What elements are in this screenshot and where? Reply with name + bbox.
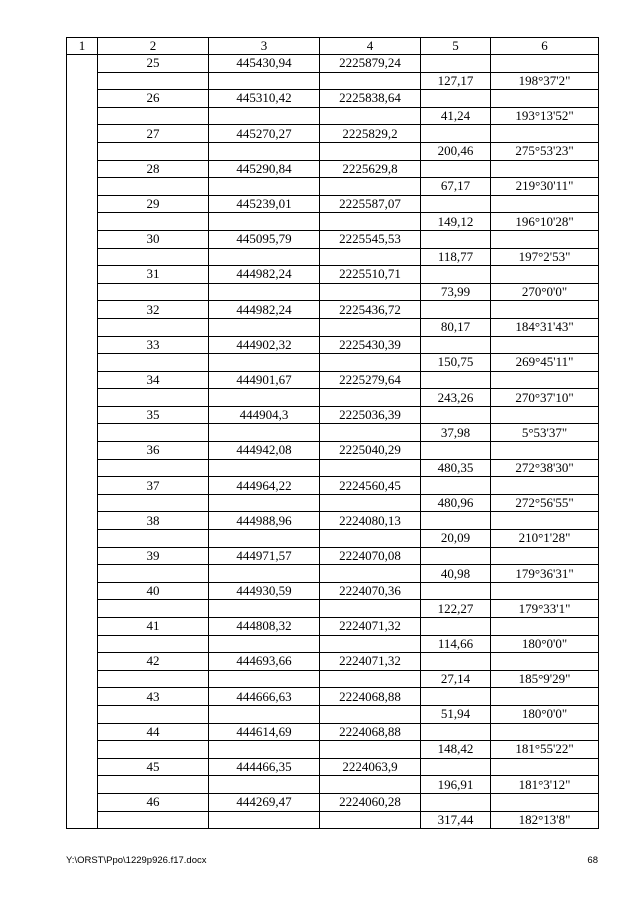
- segment-length: 67,17: [421, 178, 491, 196]
- coordinate-y: 2224560,45: [320, 477, 421, 495]
- segment-length: 27,14: [421, 670, 491, 688]
- empty-cell: [98, 776, 209, 794]
- empty-cell: [98, 178, 209, 196]
- coordinate-x: 444466,35: [209, 758, 320, 776]
- point-row: [67, 336, 599, 354]
- coordinate-x: 444964,22: [209, 477, 320, 495]
- empty-cell: [98, 318, 209, 336]
- empty-cell: [98, 107, 209, 125]
- empty-cell: [98, 635, 209, 653]
- empty-cell: [320, 107, 421, 125]
- segment-length: 118,77: [421, 248, 491, 266]
- segment-length: 114,66: [421, 635, 491, 653]
- segment-row: [67, 705, 599, 723]
- segment-length: 37,98: [421, 424, 491, 442]
- empty-cell: [320, 178, 421, 196]
- segment-row: [67, 530, 599, 548]
- empty-cell: [209, 776, 320, 794]
- segment-row: [67, 354, 599, 372]
- empty-cell: [320, 565, 421, 583]
- empty-cell: [491, 442, 599, 460]
- coordinate-y: 2224060,28: [320, 793, 421, 811]
- coordinate-x: 444904,3: [209, 406, 320, 424]
- empty-cell: [421, 793, 491, 811]
- empty-cell: [209, 178, 320, 196]
- header-cell-5: 5: [421, 38, 491, 55]
- empty-cell: [491, 512, 599, 530]
- segment-row: [67, 248, 599, 266]
- segment-row: [67, 565, 599, 583]
- point-row: [67, 125, 599, 143]
- empty-cell: [491, 160, 599, 178]
- empty-cell: [421, 371, 491, 389]
- coordinate-x: 444942,08: [209, 442, 320, 460]
- header-cell-3: 3: [209, 38, 320, 55]
- direction-angle: 275°53'23": [491, 142, 599, 160]
- empty-cell: [209, 811, 320, 829]
- direction-angle: 193°13'52": [491, 107, 599, 125]
- point-row: [67, 477, 599, 495]
- segment-row: [67, 811, 599, 829]
- empty-cell: [98, 670, 209, 688]
- empty-cell: [320, 318, 421, 336]
- segment-row: [67, 670, 599, 688]
- empty-cell: [320, 530, 421, 548]
- empty-cell: [320, 776, 421, 794]
- empty-cell: [421, 195, 491, 213]
- direction-angle: 182°13'8": [491, 811, 599, 829]
- point-row: [67, 582, 599, 600]
- coordinate-y: 2225629,8: [320, 160, 421, 178]
- empty-cell: [421, 230, 491, 248]
- page-number: 68: [587, 855, 598, 866]
- point-row: [67, 266, 599, 284]
- empty-cell: [209, 494, 320, 512]
- segment-row: [67, 741, 599, 759]
- coordinate-x: 444982,24: [209, 301, 320, 319]
- empty-cell: [98, 142, 209, 160]
- empty-cell: [421, 160, 491, 178]
- empty-cell: [98, 424, 209, 442]
- coordinate-x: 444982,24: [209, 266, 320, 284]
- point-number: 29: [98, 195, 209, 213]
- empty-cell: [209, 459, 320, 477]
- empty-cell: [320, 72, 421, 90]
- empty-cell: [491, 371, 599, 389]
- direction-angle: 272°38'30": [491, 459, 599, 477]
- point-number: 42: [98, 653, 209, 671]
- empty-cell: [421, 582, 491, 600]
- coordinate-x: 444902,32: [209, 336, 320, 354]
- coordinate-x: 444808,32: [209, 618, 320, 636]
- direction-angle: 180°0'0": [491, 635, 599, 653]
- empty-cell: [421, 547, 491, 565]
- empty-cell: [320, 389, 421, 407]
- coordinate-y: 2224068,88: [320, 723, 421, 741]
- coordinate-x: 445095,79: [209, 230, 320, 248]
- empty-cell: [421, 125, 491, 143]
- coordinate-y: 2224071,32: [320, 653, 421, 671]
- coordinate-y: 2225040,29: [320, 442, 421, 460]
- coordinates-table: [66, 37, 599, 829]
- segment-length: 480,35: [421, 459, 491, 477]
- direction-angle: 270°0'0": [491, 283, 599, 301]
- empty-cell: [209, 107, 320, 125]
- segment-row: [67, 283, 599, 301]
- empty-cell: [491, 793, 599, 811]
- direction-angle: 272°56'55": [491, 494, 599, 512]
- point-row: [67, 301, 599, 319]
- point-number: 32: [98, 301, 209, 319]
- point-number: 26: [98, 90, 209, 108]
- direction-angle: 184°31'43": [491, 318, 599, 336]
- empty-cell: [320, 811, 421, 829]
- empty-cell: [209, 741, 320, 759]
- empty-cell: [320, 741, 421, 759]
- empty-cell: [209, 670, 320, 688]
- empty-cell: [209, 142, 320, 160]
- empty-cell: [320, 635, 421, 653]
- segment-row: [67, 776, 599, 794]
- direction-angle: 270°37'10": [491, 389, 599, 407]
- empty-cell: [421, 406, 491, 424]
- empty-cell: [209, 705, 320, 723]
- coordinate-y: 2225436,72: [320, 301, 421, 319]
- header-cell-2: 2: [98, 38, 209, 55]
- coordinate-y: 2225036,39: [320, 406, 421, 424]
- segment-row: [67, 389, 599, 407]
- coordinate-x: 445310,42: [209, 90, 320, 108]
- empty-cell: [209, 318, 320, 336]
- coordinate-y: 2224068,88: [320, 688, 421, 706]
- coordinate-x: 444614,69: [209, 723, 320, 741]
- point-number: 35: [98, 406, 209, 424]
- segment-row: [67, 213, 599, 231]
- header-row: [67, 38, 599, 55]
- empty-cell: [98, 530, 209, 548]
- segment-length: 41,24: [421, 107, 491, 125]
- coordinate-x: 445290,84: [209, 160, 320, 178]
- empty-cell: [491, 55, 599, 73]
- point-number: 36: [98, 442, 209, 460]
- point-row: [67, 618, 599, 636]
- empty-cell: [491, 301, 599, 319]
- segment-length: 480,96: [421, 494, 491, 512]
- coordinate-x: 445239,01: [209, 195, 320, 213]
- empty-cell: [491, 125, 599, 143]
- point-row: [67, 90, 599, 108]
- empty-cell: [98, 389, 209, 407]
- empty-cell: [98, 459, 209, 477]
- empty-cell: [209, 72, 320, 90]
- direction-angle: 179°33'1": [491, 600, 599, 618]
- document-page: [66, 37, 598, 829]
- segment-length: 150,75: [421, 354, 491, 372]
- direction-angle: 210°1'28": [491, 530, 599, 548]
- coordinate-y: 2225510,71: [320, 266, 421, 284]
- segment-length: 73,99: [421, 283, 491, 301]
- segment-length: 40,98: [421, 565, 491, 583]
- empty-cell: [491, 266, 599, 284]
- segment-row: [67, 424, 599, 442]
- segment-length: 122,27: [421, 600, 491, 618]
- empty-cell: [98, 811, 209, 829]
- coordinate-x: 444693,66: [209, 653, 320, 671]
- header-cell-6: 6: [491, 38, 599, 55]
- point-number: 27: [98, 125, 209, 143]
- empty-cell: [421, 723, 491, 741]
- coordinate-x: 444901,67: [209, 371, 320, 389]
- coordinate-y: 2225838,64: [320, 90, 421, 108]
- point-row: [67, 547, 599, 565]
- empty-cell: [98, 72, 209, 90]
- column-1-merged-cell: [67, 55, 98, 829]
- coordinate-y: 2225430,39: [320, 336, 421, 354]
- segment-row: [67, 142, 599, 160]
- point-row: [67, 723, 599, 741]
- coordinate-x: 445430,94: [209, 55, 320, 73]
- coordinate-x: 444988,96: [209, 512, 320, 530]
- empty-cell: [491, 547, 599, 565]
- segment-length: 51,94: [421, 705, 491, 723]
- empty-cell: [491, 582, 599, 600]
- point-row: [67, 442, 599, 460]
- point-row: [67, 793, 599, 811]
- empty-cell: [421, 442, 491, 460]
- header-cell-1: 1: [67, 38, 98, 55]
- segment-length: 127,17: [421, 72, 491, 90]
- point-number: 28: [98, 160, 209, 178]
- point-row: [67, 55, 599, 73]
- point-number: 25: [98, 55, 209, 73]
- empty-cell: [320, 283, 421, 301]
- coordinate-y: 2225879,24: [320, 55, 421, 73]
- point-number: 40: [98, 582, 209, 600]
- direction-angle: 180°0'0": [491, 705, 599, 723]
- coordinate-x: 444971,57: [209, 547, 320, 565]
- empty-cell: [421, 512, 491, 530]
- empty-cell: [209, 248, 320, 266]
- point-number: 31: [98, 266, 209, 284]
- segment-row: [67, 107, 599, 125]
- empty-cell: [491, 477, 599, 495]
- point-row: [67, 406, 599, 424]
- empty-cell: [98, 213, 209, 231]
- segment-row: [67, 494, 599, 512]
- coordinate-y: 2224080,13: [320, 512, 421, 530]
- empty-cell: [209, 354, 320, 372]
- point-row: [67, 371, 599, 389]
- empty-cell: [320, 459, 421, 477]
- coordinate-x: 444930,59: [209, 582, 320, 600]
- point-number: 39: [98, 547, 209, 565]
- empty-cell: [491, 723, 599, 741]
- direction-angle: 5°53'37": [491, 424, 599, 442]
- empty-cell: [421, 336, 491, 354]
- empty-cell: [491, 406, 599, 424]
- coordinate-y: 2225829,2: [320, 125, 421, 143]
- point-number: 33: [98, 336, 209, 354]
- point-number: 38: [98, 512, 209, 530]
- empty-cell: [209, 283, 320, 301]
- empty-cell: [421, 301, 491, 319]
- empty-cell: [209, 600, 320, 618]
- empty-cell: [320, 670, 421, 688]
- empty-cell: [320, 424, 421, 442]
- empty-cell: [320, 213, 421, 231]
- empty-cell: [320, 705, 421, 723]
- segment-length: 317,44: [421, 811, 491, 829]
- empty-cell: [320, 142, 421, 160]
- empty-cell: [320, 600, 421, 618]
- empty-cell: [421, 266, 491, 284]
- file-path: Y:\ORST\Ppo\1229p926.f17.docx: [66, 855, 207, 866]
- point-row: [67, 230, 599, 248]
- direction-angle: 181°55'22": [491, 741, 599, 759]
- empty-cell: [209, 635, 320, 653]
- direction-angle: 181°3'12": [491, 776, 599, 794]
- empty-cell: [491, 336, 599, 354]
- coordinate-y: 2224070,08: [320, 547, 421, 565]
- coordinate-y: 2225279,64: [320, 371, 421, 389]
- empty-cell: [98, 565, 209, 583]
- segment-row: [67, 72, 599, 90]
- point-row: [67, 512, 599, 530]
- empty-cell: [491, 758, 599, 776]
- empty-cell: [421, 653, 491, 671]
- empty-cell: [491, 230, 599, 248]
- point-row: [67, 195, 599, 213]
- empty-cell: [320, 354, 421, 372]
- empty-cell: [98, 600, 209, 618]
- segment-length: 149,12: [421, 213, 491, 231]
- empty-cell: [98, 283, 209, 301]
- empty-cell: [98, 494, 209, 512]
- empty-cell: [421, 477, 491, 495]
- segment-length: 80,17: [421, 318, 491, 336]
- empty-cell: [98, 705, 209, 723]
- empty-cell: [209, 530, 320, 548]
- empty-cell: [491, 688, 599, 706]
- segment-row: [67, 600, 599, 618]
- empty-cell: [98, 354, 209, 372]
- empty-cell: [491, 195, 599, 213]
- segment-length: 148,42: [421, 741, 491, 759]
- point-number: 41: [98, 618, 209, 636]
- point-row: [67, 160, 599, 178]
- point-number: 45: [98, 758, 209, 776]
- header-cell-4: 4: [320, 38, 421, 55]
- coordinate-y: 2225587,07: [320, 195, 421, 213]
- direction-angle: 197°2'53": [491, 248, 599, 266]
- coordinate-x: 444666,63: [209, 688, 320, 706]
- empty-cell: [491, 653, 599, 671]
- empty-cell: [320, 248, 421, 266]
- empty-cell: [209, 565, 320, 583]
- direction-angle: 196°10'28": [491, 213, 599, 231]
- empty-cell: [98, 741, 209, 759]
- point-number: 37: [98, 477, 209, 495]
- empty-cell: [491, 90, 599, 108]
- coordinate-y: 2225545,53: [320, 230, 421, 248]
- point-row: [67, 653, 599, 671]
- point-number: 43: [98, 688, 209, 706]
- empty-cell: [209, 389, 320, 407]
- empty-cell: [320, 494, 421, 512]
- coordinate-y: 2224063,9: [320, 758, 421, 776]
- direction-angle: 179°36'31": [491, 565, 599, 583]
- point-number: 46: [98, 793, 209, 811]
- direction-angle: 269°45'11": [491, 354, 599, 372]
- coordinate-x: 445270,27: [209, 125, 320, 143]
- coordinate-y: 2224070,36: [320, 582, 421, 600]
- segment-length: 200,46: [421, 142, 491, 160]
- empty-cell: [421, 688, 491, 706]
- empty-cell: [209, 424, 320, 442]
- coordinate-y: 2224071,32: [320, 618, 421, 636]
- empty-cell: [209, 213, 320, 231]
- segment-row: [67, 178, 599, 196]
- empty-cell: [421, 758, 491, 776]
- direction-angle: 198°37'2": [491, 72, 599, 90]
- segment-length: 243,26: [421, 389, 491, 407]
- point-number: 34: [98, 371, 209, 389]
- empty-cell: [421, 90, 491, 108]
- empty-cell: [491, 618, 599, 636]
- segment-length: 20,09: [421, 530, 491, 548]
- direction-angle: 185°9'29": [491, 670, 599, 688]
- direction-angle: 219°30'11": [491, 178, 599, 196]
- coordinate-x: 444269,47: [209, 793, 320, 811]
- page-footer: [66, 855, 598, 869]
- segment-row: [67, 459, 599, 477]
- point-row: [67, 758, 599, 776]
- segment-row: [67, 318, 599, 336]
- empty-cell: [421, 618, 491, 636]
- segment-row: [67, 635, 599, 653]
- segment-length: 196,91: [421, 776, 491, 794]
- empty-cell: [421, 55, 491, 73]
- point-number: 30: [98, 230, 209, 248]
- empty-cell: [98, 248, 209, 266]
- coordinates-table-body: [67, 38, 599, 829]
- point-number: 44: [98, 723, 209, 741]
- point-row: [67, 688, 599, 706]
